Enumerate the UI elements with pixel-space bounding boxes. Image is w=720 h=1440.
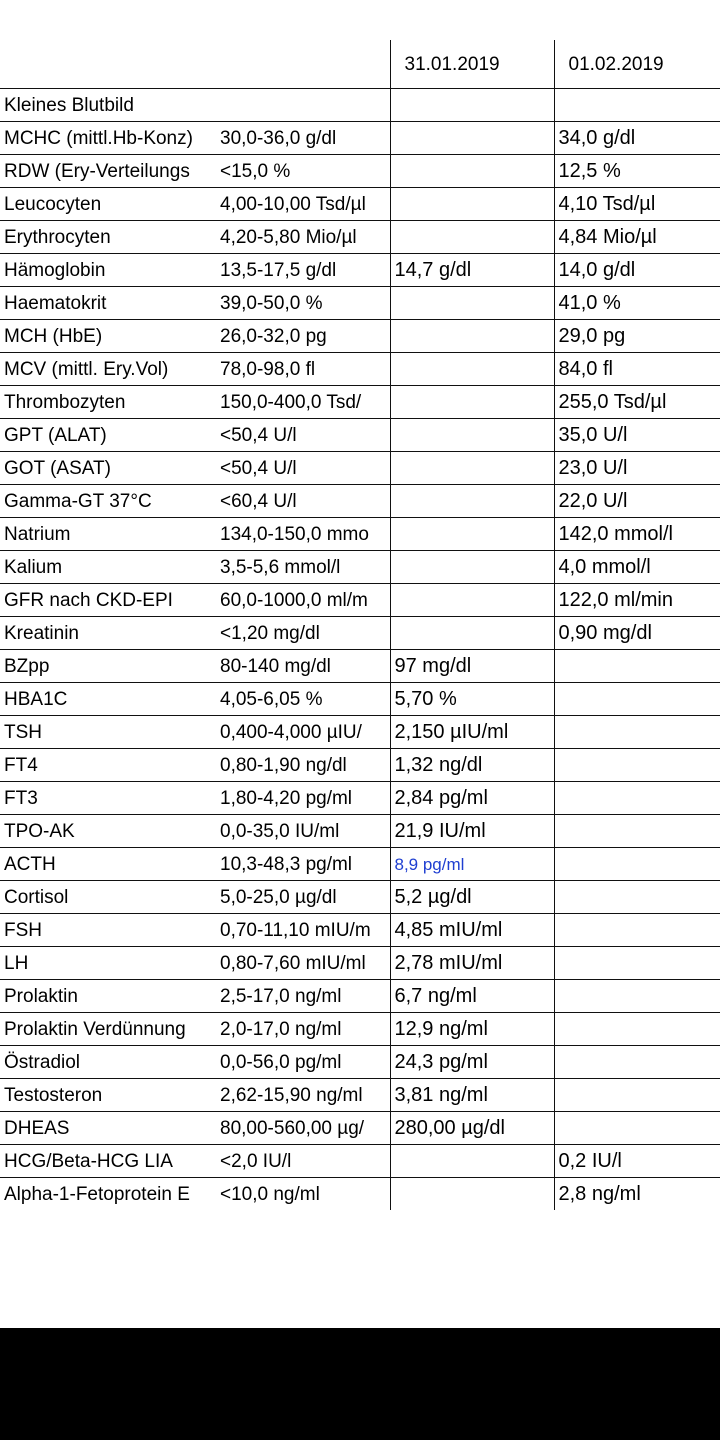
reference-range-cell: 4,00-10,00 Tsd/µl bbox=[216, 188, 390, 221]
reference-range-cell: 2,5-17,0 ng/ml bbox=[216, 980, 390, 1013]
value-date-1-cell bbox=[390, 1178, 554, 1211]
value-date-2-cell bbox=[554, 980, 720, 1013]
reference-range-cell: 26,0-32,0 pg bbox=[216, 320, 390, 353]
table-row bbox=[0, 155, 720, 188]
reference-range-cell: 30,0-36,0 g/dl bbox=[216, 122, 390, 155]
test-name-cell: TPO-AK bbox=[0, 815, 216, 848]
table-row bbox=[0, 782, 720, 815]
value-date-1-cell bbox=[390, 452, 554, 485]
value-date-2-cell: 4,10 Tsd/µl bbox=[554, 188, 720, 221]
table-row bbox=[0, 419, 720, 452]
value-date-1-cell: 2,150 µIU/ml bbox=[390, 716, 554, 749]
value-date-2-cell bbox=[554, 815, 720, 848]
test-name-cell: LH bbox=[0, 947, 216, 980]
test-name-cell: Cortisol bbox=[0, 881, 216, 914]
value-date-2-cell: 0,2 IU/l bbox=[554, 1145, 720, 1178]
value-date-2-cell: 29,0 pg bbox=[554, 320, 720, 353]
value-date-1-cell: 5,2 µg/dl bbox=[390, 881, 554, 914]
value-date-1-cell: 8,9 pg/ml bbox=[390, 848, 554, 881]
test-name-cell: Kreatinin bbox=[0, 617, 216, 650]
header-ref-cell bbox=[216, 40, 390, 89]
test-name-cell: Hämoglobin bbox=[0, 254, 216, 287]
reference-range-cell: 1,80-4,20 pg/ml bbox=[216, 782, 390, 815]
test-name-cell: TSH bbox=[0, 716, 216, 749]
value-date-2-cell bbox=[554, 782, 720, 815]
reference-range-cell: 13,5-17,5 g/dl bbox=[216, 254, 390, 287]
value-date-1-cell bbox=[390, 188, 554, 221]
reference-range-cell: <15,0 % bbox=[216, 155, 390, 188]
value-date-2-cell bbox=[554, 1046, 720, 1079]
table-row bbox=[0, 815, 720, 848]
table-header-row bbox=[0, 40, 720, 89]
value-date-2-cell bbox=[554, 1079, 720, 1112]
test-name-cell: BZpp bbox=[0, 650, 216, 683]
reference-range-cell: 10,3-48,3 pg/ml bbox=[216, 848, 390, 881]
table-row bbox=[0, 881, 720, 914]
test-name-cell: DHEAS bbox=[0, 1112, 216, 1145]
value-date-1-cell bbox=[390, 353, 554, 386]
value-date-1-cell bbox=[390, 386, 554, 419]
value-date-2-cell: 142,0 mmol/l bbox=[554, 518, 720, 551]
value-date-1-cell: 3,81 ng/ml bbox=[390, 1079, 554, 1112]
value-date-2-cell bbox=[554, 914, 720, 947]
value-date-1-cell bbox=[390, 617, 554, 650]
value-date-1-cell bbox=[390, 419, 554, 452]
value-date-2-cell: 255,0 Tsd/µl bbox=[554, 386, 720, 419]
value-date-1-cell: 24,3 pg/ml bbox=[390, 1046, 554, 1079]
table-row bbox=[0, 1145, 720, 1178]
value-date-1-cell: 280,00 µg/dl bbox=[390, 1112, 554, 1145]
reference-range-cell: 4,05-6,05 % bbox=[216, 683, 390, 716]
value-date-2-cell: 35,0 U/l bbox=[554, 419, 720, 452]
reference-range-cell: 60,0-1000,0 ml/m bbox=[216, 584, 390, 617]
table-row bbox=[0, 485, 720, 518]
value-date-1-cell: 21,9 IU/ml bbox=[390, 815, 554, 848]
lab-results-table bbox=[0, 40, 720, 1210]
reference-range-cell: 0,0-56,0 pg/ml bbox=[216, 1046, 390, 1079]
test-name-cell: Haematokrit bbox=[0, 287, 216, 320]
header-date-1: 31.01.2019 bbox=[390, 40, 554, 89]
value-date-2-cell bbox=[554, 1112, 720, 1145]
reference-range-cell: 3,5-5,6 mmol/l bbox=[216, 551, 390, 584]
value-date-2-cell: 2,8 ng/ml bbox=[554, 1178, 720, 1211]
value-date-1-cell: 1,32 ng/dl bbox=[390, 749, 554, 782]
test-name-cell: FSH bbox=[0, 914, 216, 947]
reference-range-cell: 134,0-150,0 mmo bbox=[216, 518, 390, 551]
value-date-2-cell: 0,90 mg/dl bbox=[554, 617, 720, 650]
test-name-cell: Thrombozyten bbox=[0, 386, 216, 419]
value-date-1-cell bbox=[390, 1145, 554, 1178]
value-date-1-cell bbox=[390, 89, 554, 122]
test-name-cell: Testosteron bbox=[0, 1079, 216, 1112]
test-name-cell: HBA1C bbox=[0, 683, 216, 716]
reference-range-cell bbox=[216, 89, 390, 122]
value-date-2-cell: 4,84 Mio/µl bbox=[554, 221, 720, 254]
test-name-cell: Prolaktin Verdünnung bbox=[0, 1013, 216, 1046]
table-row bbox=[0, 254, 720, 287]
value-date-2-cell bbox=[554, 716, 720, 749]
reference-range-cell: <50,4 U/l bbox=[216, 419, 390, 452]
test-name-cell: GOT (ASAT) bbox=[0, 452, 216, 485]
test-name-cell: FT3 bbox=[0, 782, 216, 815]
test-name-cell: MCH (HbE) bbox=[0, 320, 216, 353]
reference-range-cell: 2,0-17,0 ng/ml bbox=[216, 1013, 390, 1046]
value-date-2-cell bbox=[554, 650, 720, 683]
test-name-cell: MCHC (mittl.Hb-Konz) bbox=[0, 122, 216, 155]
reference-range-cell: <10,0 ng/ml bbox=[220, 1183, 320, 1205]
value-date-2-cell bbox=[554, 881, 720, 914]
value-date-2-cell bbox=[554, 683, 720, 716]
value-date-1-cell: 97 mg/dl bbox=[390, 650, 554, 683]
value-date-1-cell bbox=[390, 221, 554, 254]
table-row bbox=[0, 320, 720, 353]
value-date-2-cell: 4,0 mmol/l bbox=[554, 551, 720, 584]
value-date-1-cell bbox=[390, 551, 554, 584]
value-date-2-cell: 34,0 g/dl bbox=[554, 122, 720, 155]
reference-range-cell: <50,4 U/l bbox=[216, 452, 390, 485]
value-date-2-cell: 84,0 fl bbox=[554, 353, 720, 386]
table-row bbox=[0, 584, 720, 617]
table-row bbox=[0, 1046, 720, 1079]
value-date-1-cell: 2,84 pg/ml bbox=[390, 782, 554, 815]
value-date-1-cell bbox=[390, 287, 554, 320]
test-name-cell: MCV (mittl. Ery.Vol) bbox=[0, 353, 216, 386]
value-date-2-cell bbox=[554, 749, 720, 782]
value-date-1-cell: 4,85 mIU/ml bbox=[390, 914, 554, 947]
test-name-cell: GFR nach CKD-EPI bbox=[0, 584, 216, 617]
table-row bbox=[0, 188, 720, 221]
value-date-1-cell: 12,9 ng/ml bbox=[390, 1013, 554, 1046]
value-date-1-cell: 6,7 ng/ml bbox=[390, 980, 554, 1013]
value-date-1-cell bbox=[390, 485, 554, 518]
header-date-2: 01.02.2019 bbox=[554, 40, 720, 89]
test-name-cell: Leucocyten bbox=[0, 188, 216, 221]
value-date-2-cell bbox=[554, 1013, 720, 1046]
test-name-cell: Östradiol bbox=[0, 1046, 216, 1079]
reference-range-cell: 80,00-560,00 µg/ bbox=[216, 1112, 390, 1145]
value-date-2-cell: 23,0 U/l bbox=[554, 452, 720, 485]
test-name-cell: Gamma-GT 37°C bbox=[0, 485, 216, 518]
table-row bbox=[0, 716, 720, 749]
value-date-1-cell: 5,70 % bbox=[390, 683, 554, 716]
value-date-2-cell: 14,0 g/dl bbox=[554, 254, 720, 287]
test-name-cell: Alpha-1-Fetoprotein E bbox=[4, 1183, 190, 1205]
table-row bbox=[0, 89, 720, 122]
table-row bbox=[0, 683, 720, 716]
value-date-1-cell bbox=[390, 320, 554, 353]
test-name-cell: Kalium bbox=[0, 551, 216, 584]
table-row bbox=[0, 221, 720, 254]
table-row bbox=[0, 122, 720, 155]
reference-range-cell: 0,80-7,60 mIU/ml bbox=[216, 947, 390, 980]
value-date-2-cell: 12,5 % bbox=[554, 155, 720, 188]
test-name-cell: Erythrocyten bbox=[0, 221, 216, 254]
value-date-2-cell: 22,0 U/l bbox=[554, 485, 720, 518]
table-row bbox=[0, 518, 720, 551]
value-date-2-cell bbox=[554, 848, 720, 881]
value-date-2-cell bbox=[554, 947, 720, 980]
value-date-2-cell bbox=[554, 89, 720, 122]
value-date-2-cell: 122,0 ml/min bbox=[554, 584, 720, 617]
reference-range-cell: <60,4 U/l bbox=[216, 485, 390, 518]
table-row bbox=[0, 386, 720, 419]
table-row bbox=[0, 551, 720, 584]
table-row bbox=[0, 452, 720, 485]
value-date-1-cell: 2,78 mIU/ml bbox=[390, 947, 554, 980]
test-name-cell: FT4 bbox=[0, 749, 216, 782]
reference-range-cell: <1,20 mg/dl bbox=[216, 617, 390, 650]
test-name-cell: Natrium bbox=[0, 518, 216, 551]
test-name-cell: HCG/Beta-HCG LIA bbox=[0, 1145, 216, 1178]
table-row bbox=[0, 848, 720, 881]
navigation-bar bbox=[0, 1328, 720, 1440]
value-date-1-cell bbox=[390, 122, 554, 155]
table-row bbox=[0, 287, 720, 320]
reference-range-cell: 0,0-35,0 IU/ml bbox=[216, 815, 390, 848]
reference-range-cell: 0,80-1,90 ng/dl bbox=[216, 749, 390, 782]
reference-range-cell: 4,20-5,80 Mio/µl bbox=[216, 221, 390, 254]
reference-range-cell: 5,0-25,0 µg/dl bbox=[216, 881, 390, 914]
table-row bbox=[0, 1112, 720, 1145]
table-row bbox=[0, 1178, 720, 1211]
table-row bbox=[0, 353, 720, 386]
reference-range-cell: <2,0 IU/l bbox=[216, 1145, 390, 1178]
reference-range-cell: 39,0-50,0 % bbox=[216, 287, 390, 320]
value-date-1-cell bbox=[390, 518, 554, 551]
reference-range-cell: 78,0-98,0 fl bbox=[216, 353, 390, 386]
table-row bbox=[0, 914, 720, 947]
value-date-1-cell: 14,7 g/dl bbox=[390, 254, 554, 287]
test-name-cell: RDW (Ery-Verteilungs bbox=[0, 155, 216, 188]
table-row bbox=[0, 650, 720, 683]
test-name-cell: ACTH bbox=[0, 848, 216, 881]
table-row bbox=[0, 1013, 720, 1046]
reference-range-cell: 0,70-11,10 mIU/m bbox=[216, 914, 390, 947]
table-row bbox=[0, 947, 720, 980]
reference-range-cell: 2,62-15,90 ng/ml bbox=[216, 1079, 390, 1112]
table-row bbox=[0, 980, 720, 1013]
table-row bbox=[0, 1079, 720, 1112]
test-name-cell: Prolaktin bbox=[0, 980, 216, 1013]
value-date-2-cell: 41,0 % bbox=[554, 287, 720, 320]
reference-range-cell: 0,400-4,000 µIU/ bbox=[216, 716, 390, 749]
value-date-1-cell bbox=[390, 584, 554, 617]
reference-range-cell: 80-140 mg/dl bbox=[216, 650, 390, 683]
test-name-cell: Kleines Blutbild bbox=[0, 89, 216, 122]
value-date-1-cell bbox=[390, 155, 554, 188]
table-row bbox=[0, 749, 720, 782]
test-name-cell: GPT (ALAT) bbox=[0, 419, 216, 452]
reference-range-cell: 150,0-400,0 Tsd/ bbox=[216, 386, 390, 419]
table-row bbox=[0, 617, 720, 650]
header-name-cell bbox=[0, 40, 216, 89]
